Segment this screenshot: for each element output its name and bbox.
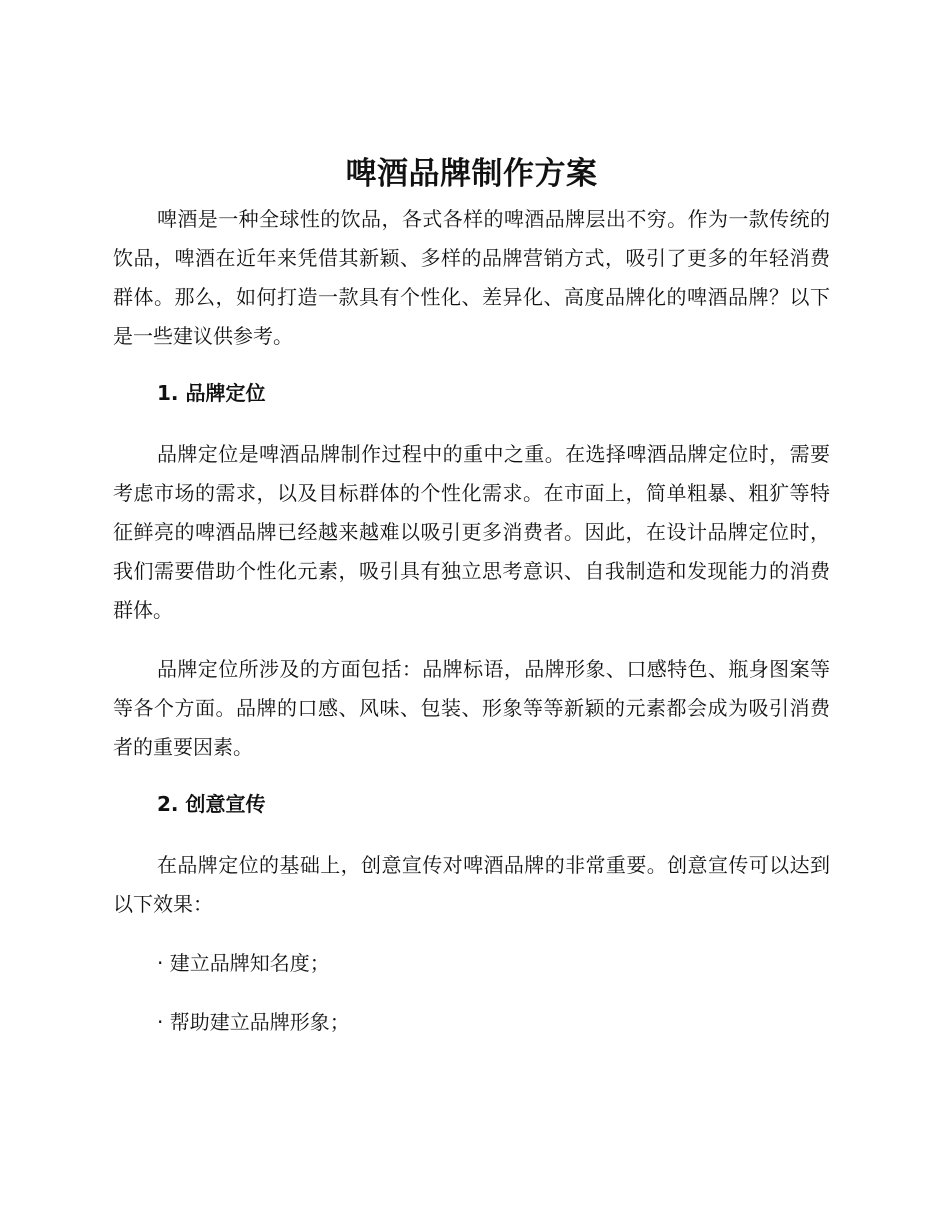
list-item: · 建立品牌知名度；: [157, 951, 330, 975]
paragraph-positioning-1: 品牌定位是啤酒品牌制作过程中的重中之重。在选择啤酒品牌定位时，需要考虑市场的需求，以及目标群体的个性化需求。在市面上，简单粗暴、粗犷等特征鲜亮的啤酒品牌已经越来越难以吸引更多消费者。因此，在设计品牌定位时，我们需要借助个性化元素，吸引具有独立思考意识、自我制造和发现能力的消费群体。: [113, 442, 830, 622]
document-page: [113, 148, 830, 1042]
paragraph-positioning-2: 品牌定位所涉及的方面包括：品牌标语，品牌形象、口感特色、瓶身图案等等各个方面。品牌的口感、风味、包装、形象等等新颖的元素都会成为吸引消费者的重要因素。: [113, 657, 830, 759]
section-heading-creative-promotion: 2. 创意宣传: [157, 792, 266, 816]
list-item: · 帮助建立品牌形象；: [157, 1010, 350, 1034]
intro-paragraph: 啤酒是一种全球性的饮品，各式各样的啤酒品牌层出不穷。作为一款传统的饮品，啤酒在近年来凭借其新颖、多样的品牌营销方式，吸引了更多的年轻消费群体。那么，如何打造一款具有个性化、差异化、高度品牌化的啤酒品牌？以下是一些建议供参考。: [113, 207, 830, 348]
document-title: 啤酒品牌制作方案: [345, 156, 598, 192]
paragraph-promotion-1: 在品牌定位的基础上，创意宣传对啤酒品牌的非常重要。创意宣传可以达到以下效果：: [113, 853, 830, 916]
section-heading-brand-positioning: 1. 品牌定位: [157, 381, 266, 405]
